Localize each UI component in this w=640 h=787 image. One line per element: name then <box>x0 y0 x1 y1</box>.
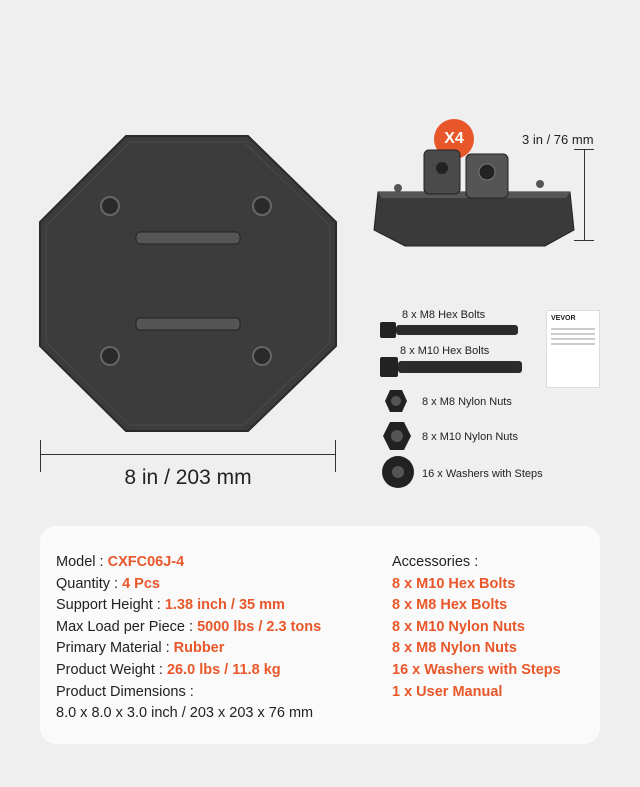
accessory-item: 8 x M10 Nylon Nuts <box>392 618 525 635</box>
part-label-washers: 16 x Washers with Steps <box>422 468 543 480</box>
accessories-title: Accessories : <box>392 554 479 570</box>
quantity-badge-label: X4 <box>444 130 464 147</box>
spec-dimensions-label: Product Dimensions : <box>56 683 194 700</box>
m10-hex-bolt-icon <box>380 356 525 378</box>
part-label-m8-nuts: 8 x M8 Nylon Nuts <box>422 396 512 408</box>
width-dimension-line <box>40 454 336 455</box>
accessory-item: 16 x Washers with Steps <box>392 662 561 678</box>
width-dimension-label: 8 in / 203 mm <box>124 466 252 489</box>
washer-icon <box>381 455 415 489</box>
manual-brand: VEVOR <box>551 315 576 322</box>
height-dimension-label: 3 in / 76 mm <box>522 132 594 147</box>
height-dimension-line <box>584 149 585 241</box>
m10-nylon-nut-icon <box>382 421 412 451</box>
spec-dimensions-value: 8.0 x 8.0 x 3.0 inch / 203 x 203 x 76 mm <box>56 705 314 722</box>
accessory-item: 8 x M8 Hex Bolts <box>392 597 508 614</box>
octagon-pad-top-view <box>38 134 338 432</box>
user-manual-icon <box>546 310 600 388</box>
accessory-item: 1 x User Manual <box>392 683 503 700</box>
m8-hex-bolt-icon <box>380 320 520 340</box>
part-label-m10-nuts: 8 x M10 Nylon Nuts <box>422 431 518 443</box>
spec-model: Model : CXFC06J-4 <box>56 554 185 570</box>
pad-side-view <box>370 140 580 250</box>
spec-support-height: Support Height : 1.38 inch / 35 mm <box>56 597 285 614</box>
height-dimension-tick-top <box>574 149 594 150</box>
height-dimension-tick-bottom <box>574 240 594 241</box>
m8-nylon-nut-icon <box>384 389 408 413</box>
accessory-item: 8 x M10 Hex Bolts <box>392 575 516 592</box>
spec-max-load: Max Load per Piece : 5000 lbs / 2.3 tons <box>56 618 322 635</box>
spec-material: Primary Material : Rubber <box>56 640 225 657</box>
spec-quantity: Quantity : 4 Pcs <box>56 575 160 592</box>
spec-weight: Product Weight : 26.0 lbs / 11.8 kg <box>56 662 281 678</box>
accessory-item: 8 x M8 Nylon Nuts <box>392 640 517 657</box>
part-label-m10-bolts: 8 x M10 Hex Bolts <box>400 345 490 357</box>
part-label-m8-bolts: 8 x M8 Hex Bolts <box>402 309 486 321</box>
